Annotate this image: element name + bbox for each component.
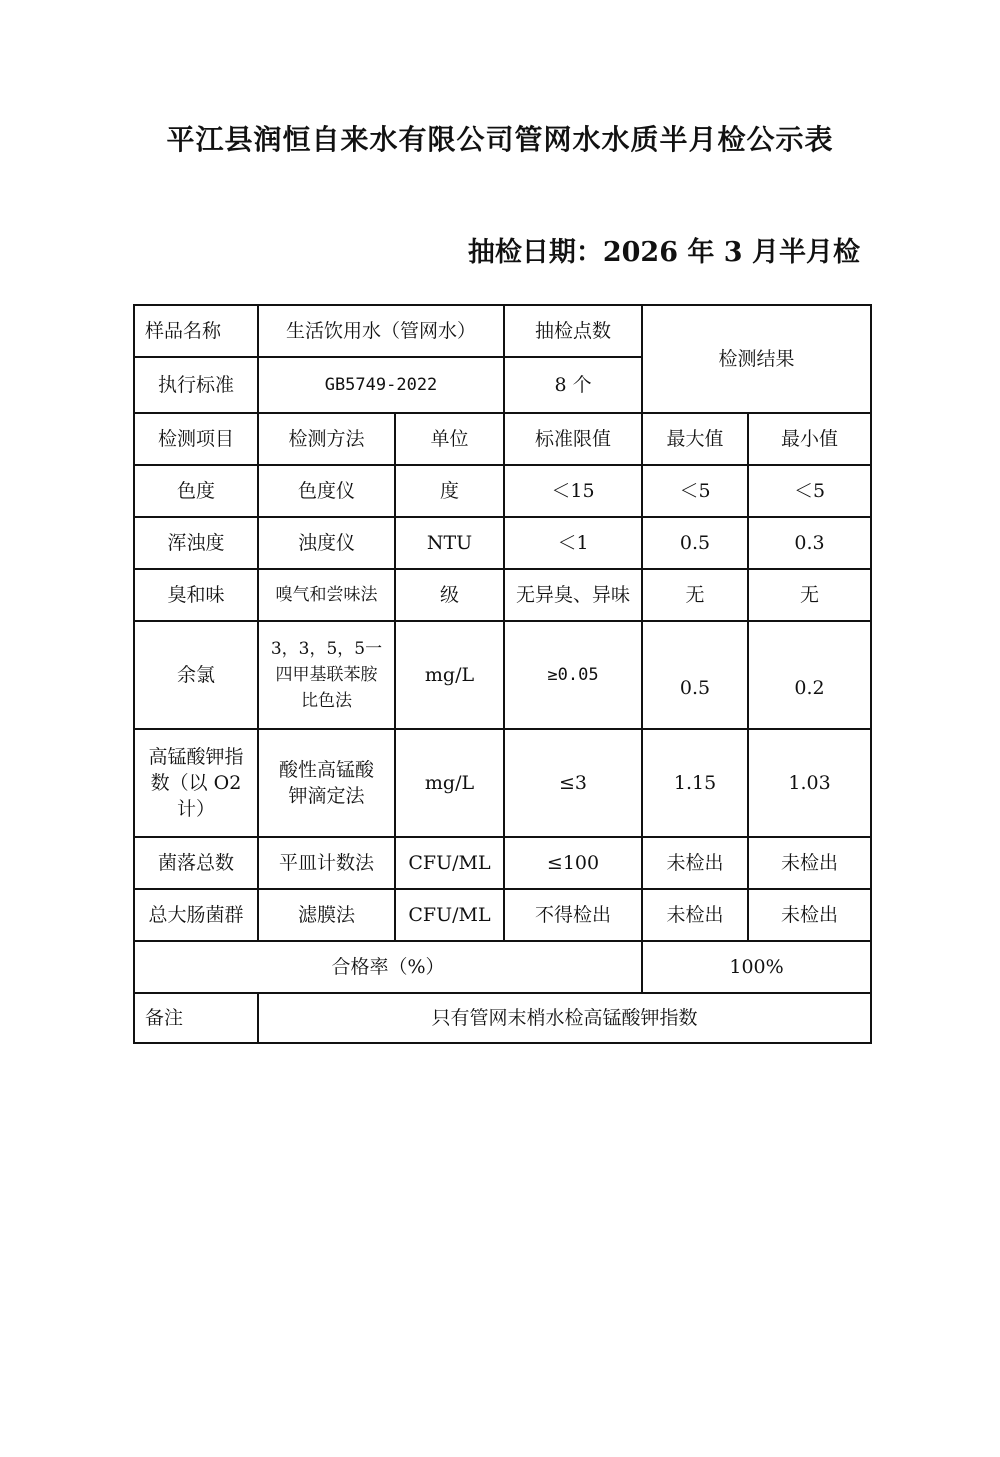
remark-value: 只有管网末梢水检高锰酸钾指数: [258, 993, 871, 1043]
max-cell: 无: [642, 569, 748, 621]
method-line: 四甲基联苯胺: [275, 665, 378, 685]
pass-rate-value: 100%: [642, 941, 871, 993]
method-cell: [258, 621, 395, 729]
item-header: 检测项目: [134, 413, 258, 465]
max-cell: 未检出: [642, 889, 748, 941]
method-cell: 色度仪: [258, 465, 395, 517]
unit-cell: CFU/ML: [395, 837, 504, 889]
method-cell: [258, 729, 395, 837]
remark-label: 备注: [134, 993, 258, 1043]
inspection-date: 抽检日期：2026 年 3 月半月检: [467, 237, 860, 268]
min-cell: 未检出: [748, 837, 871, 889]
limit-cell: 不得检出: [504, 889, 642, 941]
method-cell: 浊度仪: [258, 517, 395, 569]
method-line: 3，3，5，5一: [270, 639, 383, 659]
limit-cell: ＜15: [504, 465, 642, 517]
unit-cell: NTU: [395, 517, 504, 569]
table-row: [134, 517, 871, 569]
item-cell: 余氯: [134, 621, 258, 729]
method-cell: 嗅气和尝味法: [258, 569, 395, 621]
min-cell: ＜5: [748, 465, 871, 517]
points-label: 抽检点数: [504, 305, 642, 357]
limit-cell: 无异臭、异味: [504, 569, 642, 621]
table-row: [134, 837, 871, 889]
unit-cell: CFU/ML: [395, 889, 504, 941]
item-cell: 色度: [134, 465, 258, 517]
method-line: 钾滴定法: [288, 785, 365, 807]
item-cell: 总大肠菌群: [134, 889, 258, 941]
max-cell: ＜5: [642, 465, 748, 517]
points-value: 8 个: [504, 357, 642, 413]
max-cell: 1.15: [642, 729, 748, 837]
pass-rate-label: 合格率（%）: [134, 941, 642, 993]
method-line: 酸性高锰酸: [278, 759, 374, 781]
table-row: [134, 621, 871, 729]
table-row: [134, 729, 871, 837]
limit-cell: ≥0.05: [504, 621, 642, 729]
pass-rate-row: [134, 941, 871, 993]
limit-cell: ＜1: [504, 517, 642, 569]
method-header: 检测方法: [258, 413, 395, 465]
min-cell: 未检出: [748, 889, 871, 941]
item-cell: 菌落总数: [134, 837, 258, 889]
method-cell: 滤膜法: [258, 889, 395, 941]
min-cell: 无: [748, 569, 871, 621]
unit-cell: mg/L: [395, 729, 504, 837]
unit-cell: 级: [395, 569, 504, 621]
item-cell: 臭和味: [134, 569, 258, 621]
max-header: 最大值: [642, 413, 748, 465]
max-cell: 0.5: [642, 517, 748, 569]
sample-name-value: 生活饮用水（管网水）: [258, 305, 504, 357]
item-line: 数（以 O2: [150, 772, 242, 794]
standard-value: GB5749-2022: [258, 357, 504, 413]
min-cell: 0.3: [748, 517, 871, 569]
max-cell: 0.5: [642, 621, 748, 729]
method-cell: 平皿计数法: [258, 837, 395, 889]
min-header: 最小值: [748, 413, 871, 465]
sample-name-label: 样品名称: [134, 305, 258, 357]
unit-cell: mg/L: [395, 621, 504, 729]
unit-cell: 度: [395, 465, 504, 517]
item-line: 高锰酸钾指: [148, 746, 244, 768]
table-row: [134, 465, 871, 517]
table-row: [134, 889, 871, 941]
remark-row: [134, 993, 871, 1043]
method-line: 比色法: [301, 691, 352, 711]
min-cell: 1.03: [748, 729, 871, 837]
item-line: 计）: [176, 798, 215, 820]
item-cell: 浑浊度: [134, 517, 258, 569]
max-cell: 未检出: [642, 837, 748, 889]
item-cell: [134, 729, 258, 837]
page-title: 平江县润恒自来水有限公司管网水水质半月检公示表: [166, 123, 834, 156]
result-label: 检测结果: [642, 305, 871, 413]
limit-cell: ≤100: [504, 837, 642, 889]
table-row: [134, 569, 871, 621]
unit-header: 单位: [395, 413, 504, 465]
limit-header: 标准限值: [504, 413, 642, 465]
min-cell: 0.2: [748, 621, 871, 729]
standard-label: 执行标准: [134, 357, 258, 413]
water-quality-table: [133, 304, 872, 1044]
limit-cell: ≤3: [504, 729, 642, 837]
